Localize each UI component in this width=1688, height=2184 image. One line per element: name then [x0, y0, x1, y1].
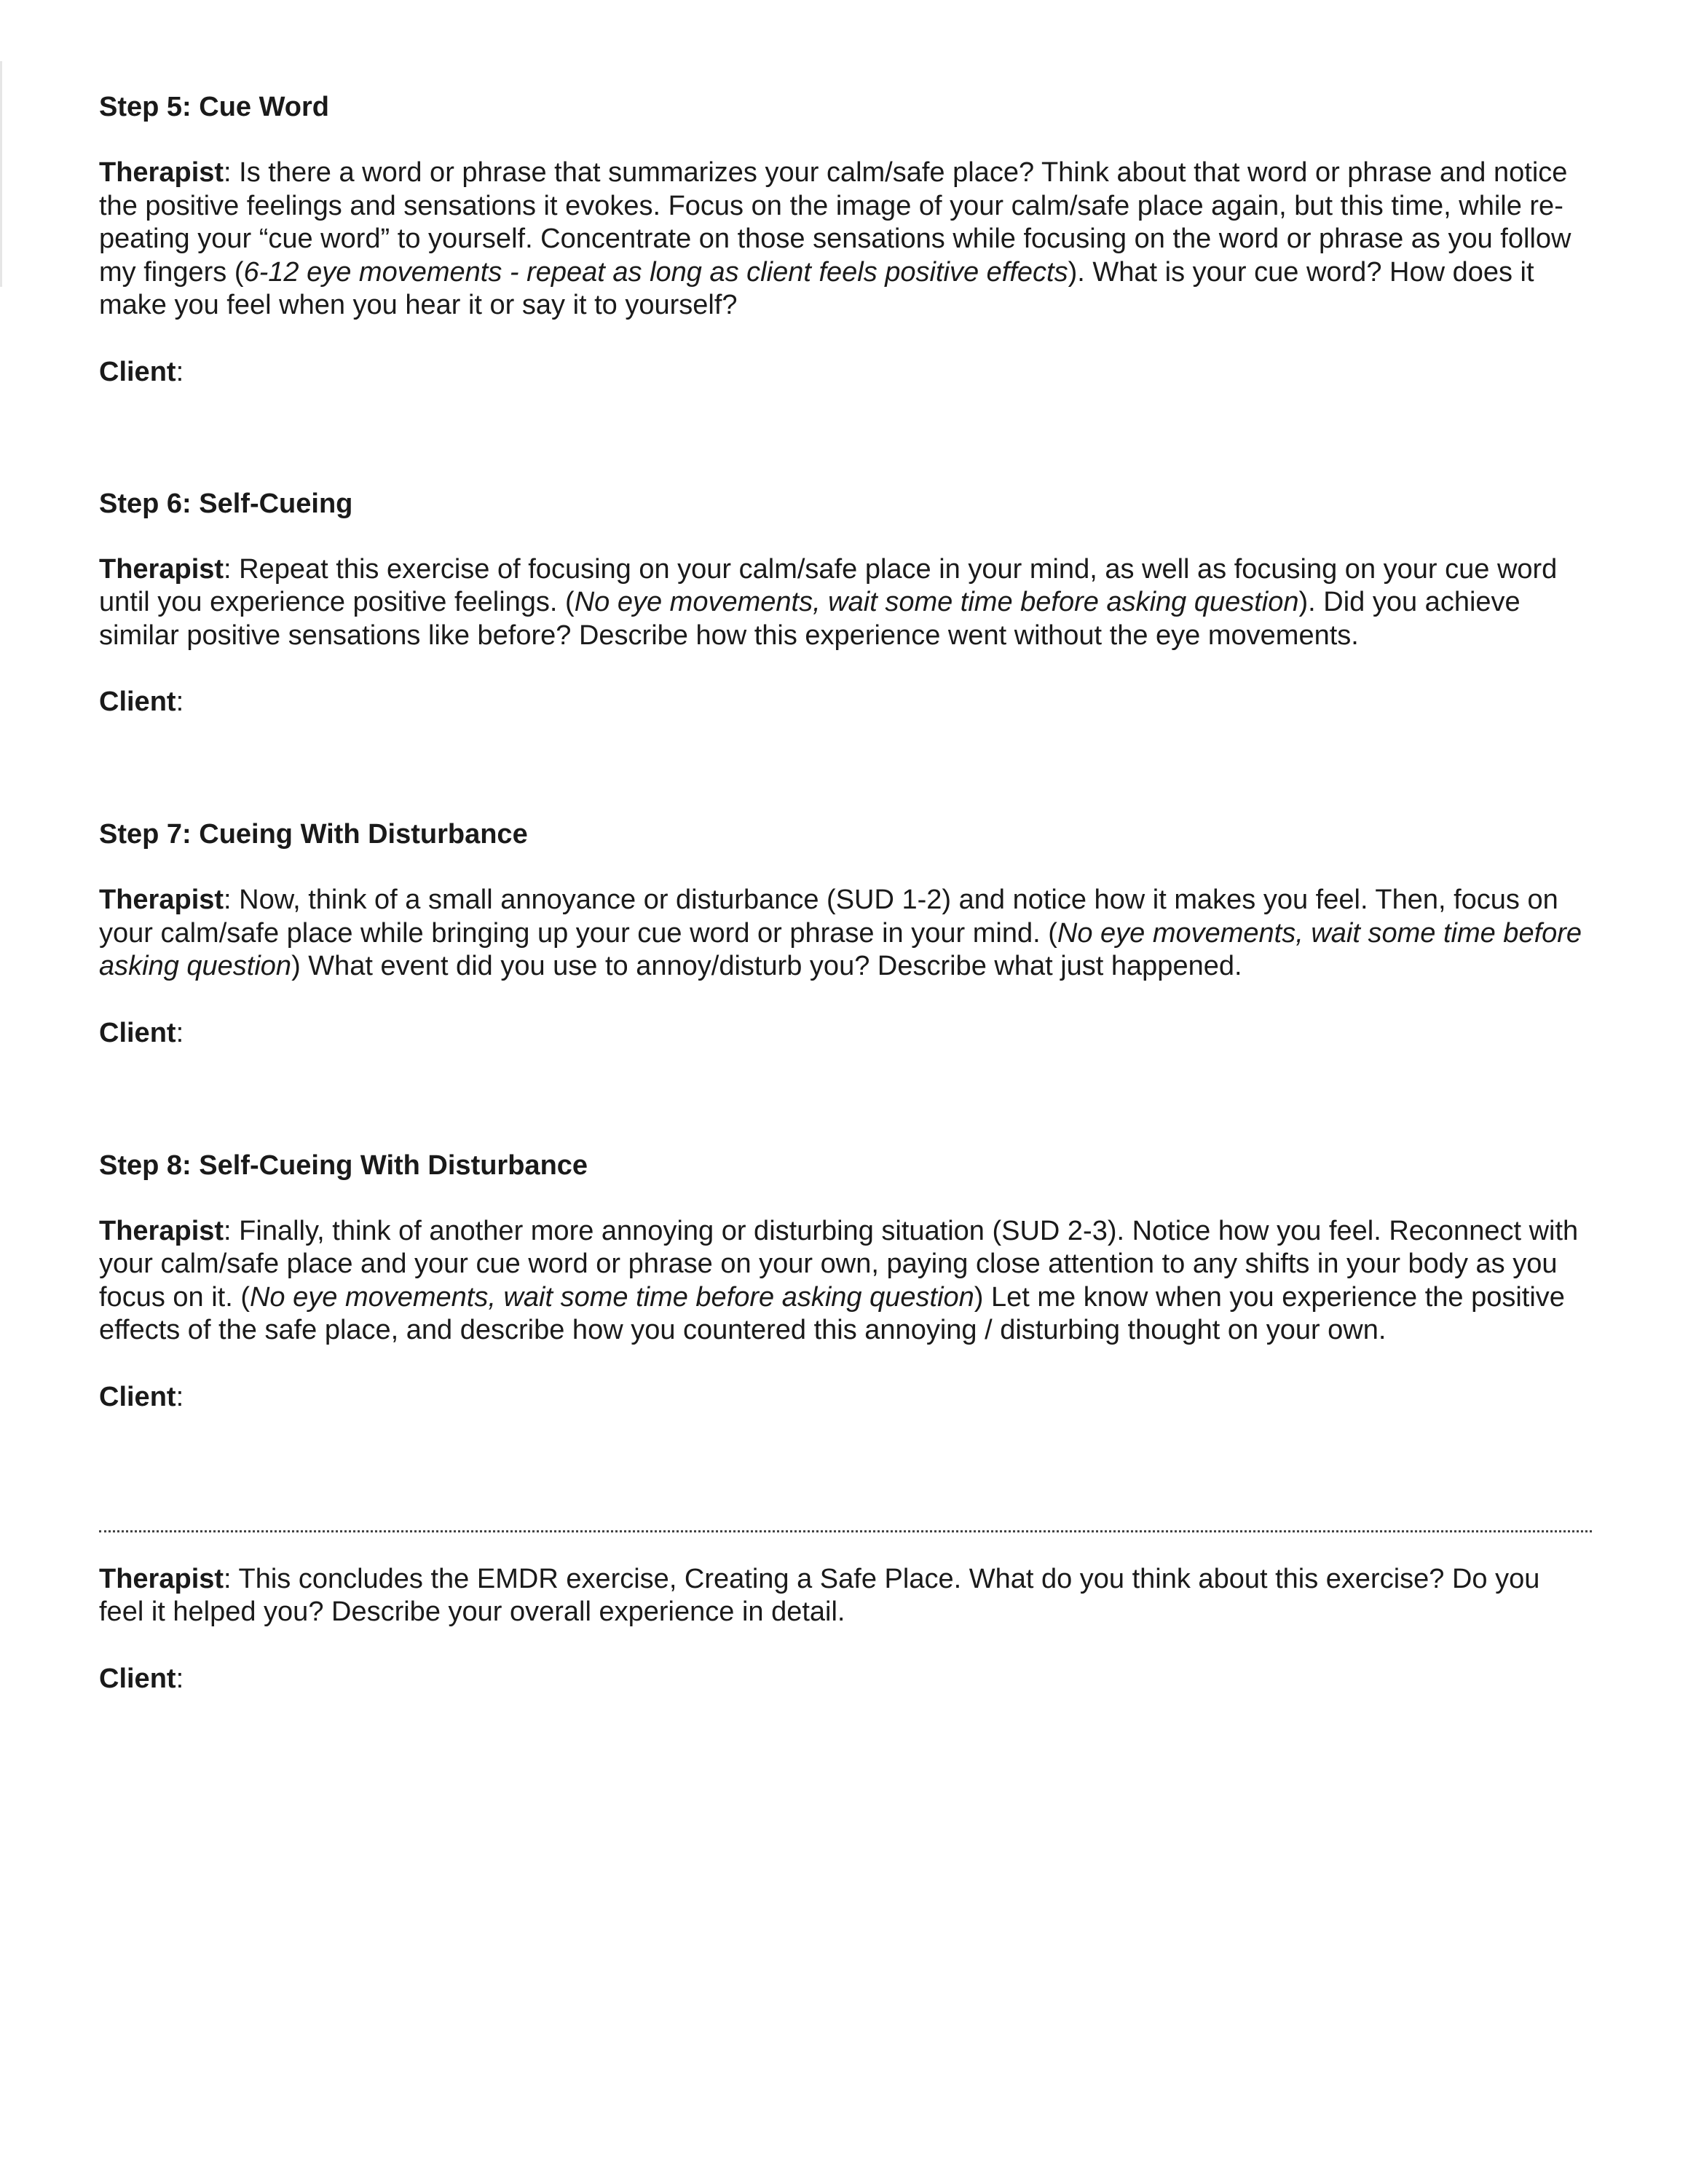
therapist-text: ) Let me know when you experience the positive effects of the safe place, and describe how you countered this annoying / disturbing thought on your own.	[99, 1281, 1565, 1345]
client-colon: :	[175, 687, 184, 717]
client-colon: :	[175, 1663, 184, 1694]
step-8-client-response[interactable]	[99, 1380, 1592, 1414]
step-8-section	[99, 1149, 1592, 1530]
step-5-section	[99, 90, 1592, 487]
therapist-label: Therapist	[99, 1563, 224, 1594]
step-6-section	[99, 487, 1592, 818]
therapist-instruction: No eye movements, wait some time before asking question	[574, 587, 1299, 617]
conclusion-client-response[interactable]	[99, 1662, 1592, 1696]
step-7-section	[99, 818, 1592, 1149]
therapist-label: Therapist	[99, 1215, 224, 1246]
step-7-heading: Step 7: Cueing With Disturbance	[99, 819, 528, 850]
therapist-label: Therapist	[99, 553, 224, 585]
step-8-therapist-prompt	[99, 1215, 1592, 1348]
client-colon: :	[175, 1017, 184, 1048]
client-label: Client	[99, 356, 176, 387]
step-7-client-response[interactable]	[99, 1016, 1592, 1050]
section-divider	[99, 1530, 1592, 1532]
step-5-client-response[interactable]	[99, 355, 1592, 389]
therapist-text: ). Did you achieve similar positive sensations like before? Describe how this experience went without the eye movements.	[99, 587, 1521, 651]
step-6-answer-space[interactable]	[99, 719, 1592, 818]
client-colon: :	[175, 1381, 184, 1412]
worksheet-page	[99, 90, 1592, 1696]
page-edge-mark	[0, 61, 2, 287]
conclusion-therapist-prompt	[99, 1563, 1592, 1629]
step-5-heading: Step 5: Cue Word	[99, 92, 329, 122]
step-5-answer-space[interactable]	[99, 389, 1592, 487]
therapist-text: ) What event did you use to annoy/disturb you? Describe what just happened.	[291, 951, 1242, 981]
therapist-text: : Is there a word or phrase that summarizes your calm/safe place? Think about that word or phrase and notice the positive feelings and sensations it evokes. Focus on the image of your calm/safe place again, but this time, while re-peating your “cue word” to yourself. Concentrate on those sensations while focusing on the word or phrase as you follow my fingers (	[99, 157, 1571, 288]
therapist-text: : Now, think of a small annoyance or disturbance (SUD 1-2) and notice how it makes you feel. Then, focus on your calm/safe place while bringing up your cue word or phrase in your mind. (	[99, 885, 1558, 949]
therapist-label: Therapist	[99, 885, 224, 915]
therapist-instruction: 6-12 eye movements - repeat as long as client feels positive effects	[243, 256, 1068, 288]
therapist-label: Therapist	[99, 157, 224, 188]
therapist-text: : This concludes the EMDR exercise, Creating a Safe Place. What do you think about this exercise? Do you feel it helped you? Describe your overall experience in detail.	[99, 1563, 1540, 1627]
client-label: Client	[99, 1381, 176, 1412]
therapist-instruction: No eye movements, wait some time before asking question	[249, 1281, 974, 1313]
step-6-client-response[interactable]	[99, 685, 1592, 719]
therapist-text: ). What is your cue word? How does it make you feel when you hear it or say it to yourself?	[99, 256, 1534, 320]
therapist-text: : Repeat this exercise of focusing on your calm/safe place in your mind, as well as focusing on your cue word until you experience positive feelings. (	[99, 553, 1558, 617]
step-8-answer-space[interactable]	[99, 1414, 1592, 1530]
step-5-therapist-prompt	[99, 157, 1592, 323]
step-8-heading: Step 8: Self-Cueing With Disturbance	[99, 1150, 588, 1181]
client-colon: :	[175, 356, 184, 387]
step-7-answer-space[interactable]	[99, 1050, 1592, 1149]
therapist-instruction: No eye movements, wait some time before asking question	[99, 917, 1582, 981]
client-label: Client	[99, 1017, 176, 1048]
client-label: Client	[99, 1663, 176, 1694]
step-6-therapist-prompt	[99, 553, 1592, 653]
step-6-heading: Step 6: Self-Cueing	[99, 488, 353, 519]
conclusion-section	[99, 1563, 1592, 1696]
therapist-text: : Finally, think of another more annoying or disturbing situation (SUD 2-3). Notice how you feel. Reconnect with your calm/safe place and your cue word or phrase on your own, paying close attention to any shifts in your body as you focus on it. (	[99, 1215, 1579, 1313]
step-7-therapist-prompt	[99, 884, 1592, 984]
client-label: Client	[99, 687, 176, 717]
